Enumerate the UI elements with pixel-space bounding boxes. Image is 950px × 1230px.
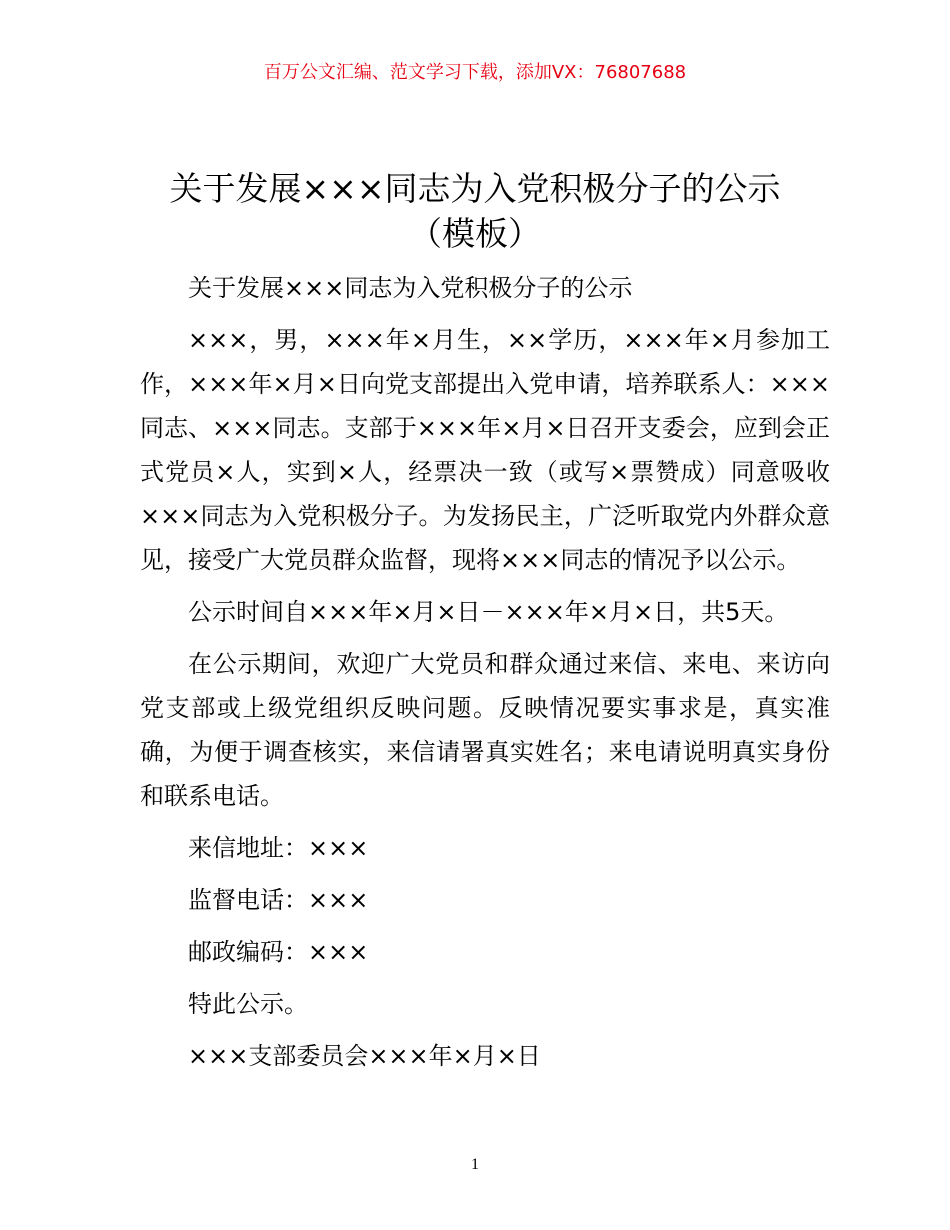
body-signature: ×××支部委员会×××年×月×日 [188,1042,541,1070]
body-paragraph-candidate-info: ×××，男，×××年×月生，××学历，×××年×月参加工作，×××年×月×日向党支部提出入党申请，培养联系人：×××同志、×××同志。支部于×××年×月×日召开支委会，应到会正式党员×人，实到×人，经票决一致（或写×票赞成）同意吸收×××同志为入党积极分子。为发扬民主，广泛听取党内外群众意见，接受广大党员群众监督，现将×××同志的情况予以公示。 [140,326,830,574]
title-line-1: 关于发展×××同志为入党积极分子的公示 [169,169,781,208]
body-phone: 监督电话：××× [188,886,369,914]
header-promo-text: 百万公文汇编、范文学习下载，添加VX：76807688 [263,62,687,83]
title-line-2: （模板） [409,214,541,253]
document-title [120,166,830,256]
body-paragraph-period: 公示时间自×××年×月×日－×××年×月×日，共5天。 [188,598,789,626]
document-body [140,266,830,1086]
body-closing: 特此公示。 [188,990,308,1018]
page-number: 1 [471,1156,479,1173]
body-mail-address: 来信地址：××× [188,834,369,862]
body-subtitle: 关于发展×××同志为入党积极分子的公示 [188,274,633,302]
body-paragraph-feedback: 在公示期间，欢迎广大党员和群众通过来信、来电、来访向党支部或上级党组织反映问题。反映情况要实事求是，真实准确，为便于调查核实，来信请署真实姓名；来电请说明真实身份和联系电话。 [140,650,830,810]
body-postcode: 邮政编码：××× [188,938,369,966]
